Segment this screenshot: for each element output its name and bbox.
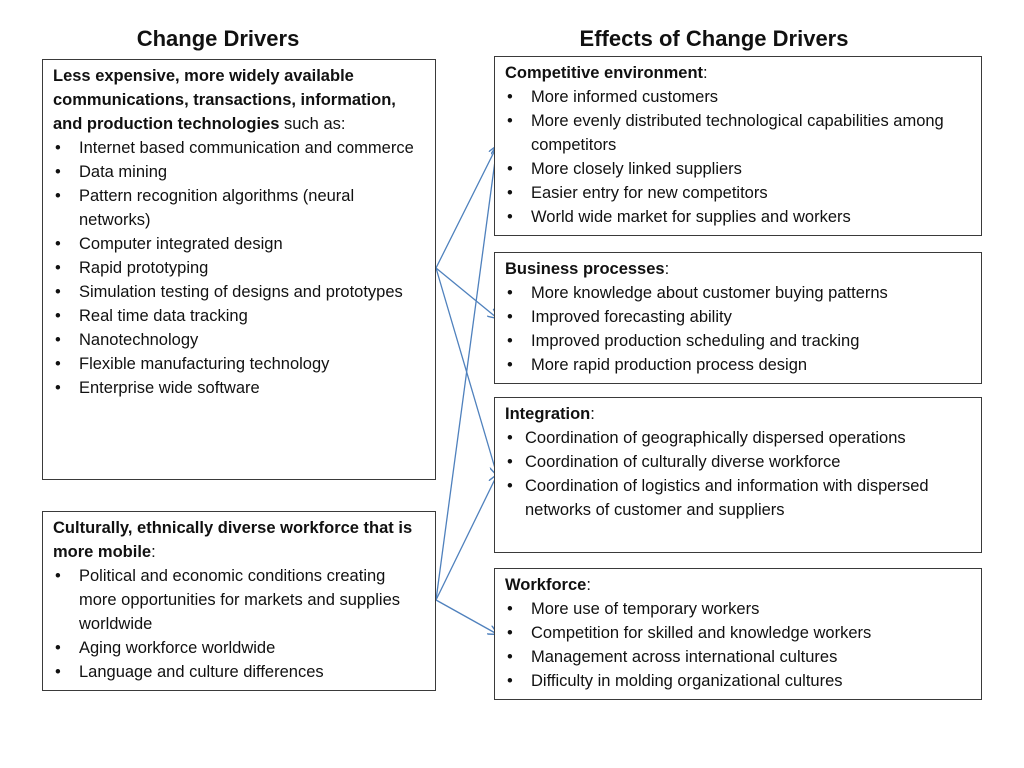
driver-box-technologies [42,59,436,480]
effect-box-integration [494,397,982,553]
effects-heading: Effects of Change Drivers [579,26,849,51]
connector-arrow-0-to-2 [436,268,497,475]
effect-box-business-processes [494,252,982,384]
driver-box-title: Culturally, ethnically diverse workforce that is more mobile [53,519,413,561]
list-item: • Nanotechnology [53,328,425,352]
connector-arrow-1-to-2 [436,475,497,600]
driver-box-suffix: : [151,543,156,561]
list-item: • Rapid prototyping [53,256,425,280]
driver-box-heading [53,516,425,564]
effect-box-title: Workforce [505,576,587,594]
driver-item-list [53,136,425,400]
effect-box-suffix: : [703,64,708,82]
driver-box-suffix: such as: [279,115,346,133]
effect-box-suffix: : [664,260,670,278]
list-item: • More informed customers [505,85,971,109]
effect-box-title: Integration [505,405,591,423]
list-item: • Difficulty in molding organizational cultures [505,669,971,693]
list-item: • Political and economic conditions creating more opportunities for markets and supplies worldwide [53,564,425,636]
effect-item-list [505,281,971,377]
effect-box-heading [505,402,971,426]
list-item: • World wide market for supplies and workers [505,205,971,229]
effect-box-suffix: : [590,405,595,423]
effect-box-suffix: : [586,576,591,594]
list-item: • Improved forecasting ability [505,305,971,329]
list-item: • More rapid production process design [505,353,971,377]
effect-item-list [505,85,971,229]
list-item: • Management across international cultures [505,645,971,669]
effect-box-competitive-environment [494,56,982,236]
list-item: • Flexible manufacturing technology [53,352,425,376]
driver-item-list [53,564,425,684]
list-item: • Enterprise wide software [53,376,425,400]
list-item: • Computer integrated design [53,232,425,256]
connector-arrow-1-to-0 [436,146,497,600]
effect-box-heading [505,61,971,85]
driver-box-title: Less expensive, more widely available communications, transactions, information, and production technologies [53,67,396,133]
list-item: • Coordination of geographically dispersed operations [505,426,971,450]
list-item: • More use of temporary workers [505,597,971,621]
list-item: • More knowledge about customer buying patterns [505,281,971,305]
list-item: • More evenly distributed technological capabilities among competitors [505,109,971,157]
list-item: • Language and culture differences [53,660,425,684]
effect-item-list [505,426,971,522]
list-item: • Coordination of logistics and information with dispersed networks of customer and suppliers [505,474,971,522]
list-item: • Real time data tracking [53,304,425,328]
effect-box-heading [505,573,971,597]
list-item: • Competition for skilled and knowledge workers [505,621,971,645]
effect-box-heading [505,257,971,281]
list-item: • Internet based communication and commerce [53,136,425,160]
list-item: • Simulation testing of designs and prototypes [53,280,425,304]
connector-arrow-0-to-0 [436,146,497,268]
effect-item-list [505,597,971,693]
list-item: • Pattern recognition algorithms (neural networks) [53,184,425,232]
driver-box-heading [53,64,425,136]
list-item: • Improved production scheduling and tracking [505,329,971,353]
list-item: • Aging workforce worldwide [53,636,425,660]
effect-box-workforce [494,568,982,700]
driver-box-workforce [42,511,436,691]
connector-arrow-0-to-1 [436,268,497,318]
list-item: • Data mining [53,160,425,184]
list-item: • More closely linked suppliers [505,157,971,181]
change-drivers-heading: Change Drivers [136,26,300,51]
list-item: • Easier entry for new competitors [505,181,971,205]
connector-arrow-1-to-3 [436,600,497,634]
effect-box-title: Competitive environment [505,64,704,82]
list-item: • Coordination of culturally diverse workforce [505,450,971,474]
effect-box-title: Business processes [505,260,665,278]
